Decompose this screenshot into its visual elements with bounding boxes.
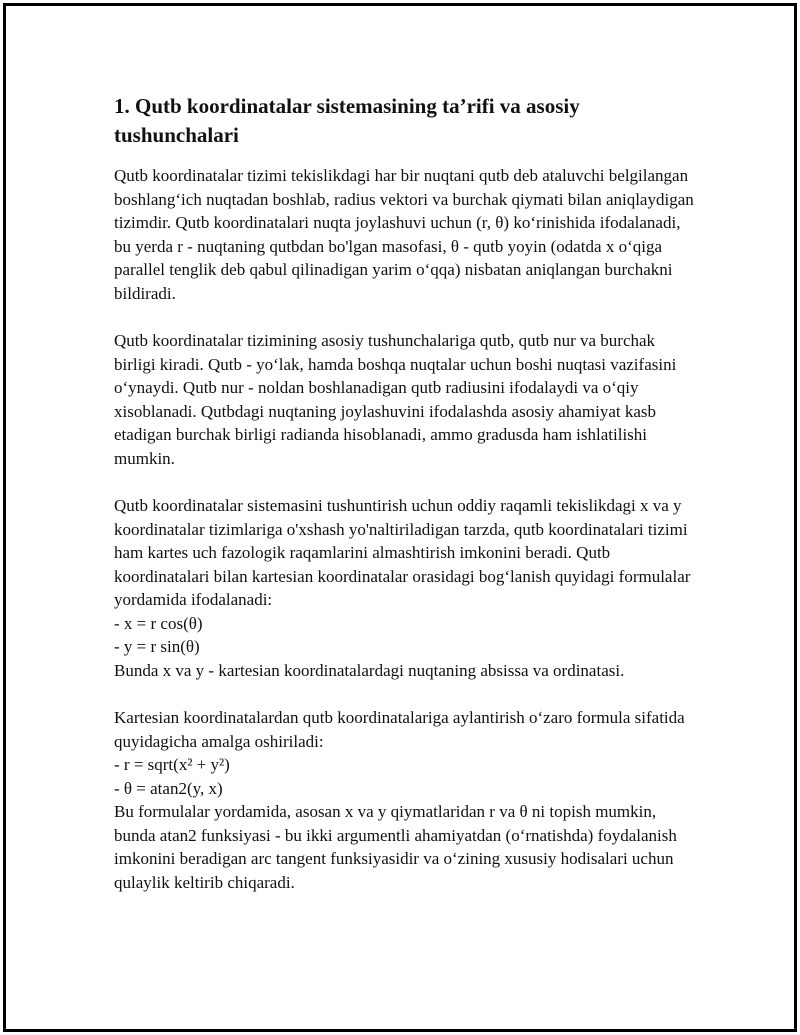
document-body <box>114 92 694 918</box>
paragraph-polar-to-cartesian: Qutb koordinatalar sistemasini tushuntirish uchun oddiy raqamli tekislikdagi x va y koordinatalar tizimlariga o'xshash yo'naltiriladigan tarzda, qutb koordinatalari tizimi ham kartes uch fazologik raqamlarini almashtirish imkonini beradi. Qutb koordinatalari bilan kartesian koordinatalar orasidagi bog‘lanish quyidagi formulalar yordamida ifodalanadi: - x = r cos(θ) - y = r sin(θ) Bunda x va y - kartesian koordinatalardagi nuqtaning absissa va ordinatasi. <box>114 496 691 680</box>
paragraph-definition: Qutb koordinatalar tizimi tekislikdagi har bir nuqtani qutb deb ataluvchi belgilangan boshlang‘ich nuqtadan boshlab, radius vektori va burchak qiymati bilan aniqlaydigan tizimdir. Qutb koordinatalari nuqta joylashuvi uchun (r, θ) ko‘rinishida ifodalanadi, bu yerda r - nuqtaning qutbdan bo'lgan masofasi, θ - qutb yoyin (odatda x o‘qiga parallel tenglik deb qabul qilinadigan yarim o‘qqa) nisbatan aniqlangan burchakni bildiradi. <box>114 166 694 303</box>
paragraph-cartesian-to-polar: Kartesian koordinatalardan qutb koordinatalariga aylantirish o‘zaro formula sifatida quyidagicha amalga oshiriladi: - r = sqrt(x² + y²) - θ = atan2(y, x) Bu formulalar yordamida, asosan x va y qiymatlaridan r va θ ni topish mumkin, bunda atan2 funksiyasi - bu ikki argumentli ahamiyatdan (o‘rnatishda) foydalanish imkonini beradigan arc tangent funksiyasidir va o‘zining xususiy hodisalari uchun qulaylik keltirib chiqaradi. <box>114 708 685 892</box>
section-heading: 1. Qutb koordinatalar sistemasining ta’rifi va asosiy tushunchalari <box>114 94 580 147</box>
paragraph-basic-concepts: Qutb koordinatalar tizimining asosiy tushunchalariga qutb, qutb nur va burchak birligi kiradi. Qutb - yo‘lak, hamda boshqa nuqtalar uchun boshi nuqtasi vazifasini o‘ynaydi. Qutb nur - noldan boshlanadigan qutb radiusini ifodalaydi va o‘qiy xisoblanadi. Qutbdagi nuqtaning joylashuvini ifodalashda asosiy ahamiyat kasb etadigan burchak birligi radianda hisoblanadi, ammo gradusda ham ishlatilishi mumkin. <box>114 331 677 468</box>
